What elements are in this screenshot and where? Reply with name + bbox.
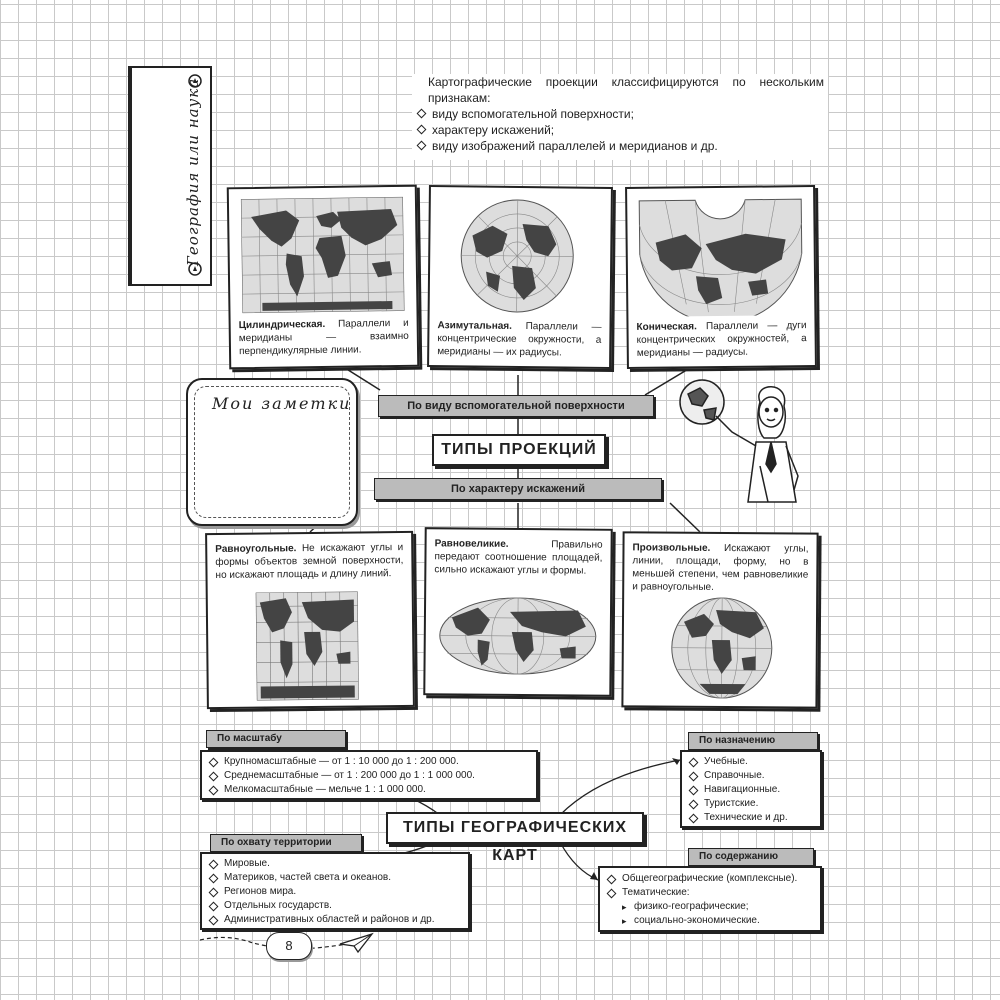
tag-purpose: По назначению bbox=[688, 732, 818, 750]
list-item: ▸ социально-экономические. bbox=[622, 914, 760, 928]
projection-card-conic bbox=[625, 185, 817, 369]
tag-coverage: По охвату территории bbox=[210, 834, 362, 852]
list-item: Административных областей и районов и др. bbox=[208, 913, 435, 927]
content-list bbox=[606, 872, 797, 900]
notes-label: Мои заметки bbox=[212, 394, 352, 413]
list-item: Отдельных государств. bbox=[208, 899, 435, 913]
list-item: Регионов мира. bbox=[208, 885, 435, 899]
distortion-card-conformal bbox=[205, 531, 415, 709]
intro-text: Картографические проекции классифицируются по нескольким признакам: bbox=[428, 75, 824, 105]
list-item: виду изображений параллелей и меридианов и др. bbox=[416, 138, 824, 154]
purpose-list bbox=[688, 755, 788, 825]
mercator-map-image bbox=[256, 591, 359, 700]
list-item: характеру искажений; bbox=[416, 122, 824, 138]
page-number: 8 bbox=[285, 938, 293, 953]
list-item: Материков, частей света и океанов. bbox=[208, 871, 435, 885]
list-item: Туристские. bbox=[688, 797, 788, 811]
purpose-box bbox=[680, 750, 822, 828]
list-item: Технические и др. bbox=[688, 811, 788, 825]
projection-types-title: ТИПЫ ПРОЕКЦИЙ bbox=[432, 434, 606, 466]
scale-box bbox=[200, 750, 538, 800]
projection-card-cylindrical bbox=[227, 185, 420, 370]
paper-plane-icon bbox=[338, 932, 374, 954]
map-types-title: ТИПЫ ГЕОГРАФИЧЕСКИХ КАРТ bbox=[386, 812, 644, 844]
list-item: ▸ физико-географические; bbox=[622, 900, 760, 914]
cylindrical-map-image bbox=[241, 197, 405, 313]
projection-card-text: Азимутальная. Параллели — концентрические окружности, а меридианы — их радиусы. bbox=[437, 320, 602, 359]
projection-card-text: Коническая. Параллели — дуги концентрических окружностей, а меридианы — радиусы. bbox=[636, 320, 807, 359]
list-item: Мелкомасштабные — мельче 1 : 1 000 000. bbox=[208, 783, 475, 797]
page-number-badge bbox=[266, 932, 312, 960]
coverage-list bbox=[208, 857, 435, 927]
distortion-card-text: Равновеликие. Правильно передают соотношение площадей, сильно искажают углы и формы. bbox=[434, 538, 603, 577]
scale-list bbox=[208, 755, 475, 797]
globe-map-image bbox=[669, 596, 774, 701]
notes-box[interactable] bbox=[186, 378, 358, 526]
list-item: Учебные. bbox=[688, 755, 788, 769]
mollweide-map-image bbox=[437, 595, 598, 676]
content-sublist bbox=[606, 900, 760, 928]
distortion-card-arbitrary bbox=[621, 531, 818, 708]
list-item: Тематические: bbox=[606, 886, 797, 900]
coverage-box bbox=[200, 852, 470, 930]
tag-content: По содержанию bbox=[688, 848, 814, 866]
list-item: Мировые. bbox=[208, 857, 435, 871]
projection-card-text: Цилиндрическая. Параллели и меридианы — взаимно перпендикулярные линии. bbox=[238, 317, 409, 358]
azimuthal-map-image bbox=[452, 195, 583, 316]
list-item: Справочные. bbox=[688, 769, 788, 783]
banner-distortion: По характеру искажений bbox=[374, 478, 662, 500]
distortion-card-text: Произвольные. Искажают углы, линии, площади, форму, но в меньшей степени, чем равновеликие и равноугольные. bbox=[632, 542, 809, 593]
content-box bbox=[598, 866, 822, 932]
girl-with-globe-illustration bbox=[672, 372, 812, 508]
list-item: Среднемасштабные — от 1 : 200 000 до 1 : 1 000 000. bbox=[208, 769, 475, 783]
distortion-card-text: Равноугольные. Не искажают углы и формы объектов земной поверхности, но искажают площадь и длину линий. bbox=[215, 542, 404, 581]
list-item: Крупномасштабные — от 1 : 10 000 до 1 : 200 000. bbox=[208, 755, 475, 769]
banner-surface: По виду вспомогательной поверхности bbox=[378, 395, 654, 417]
list-item: Общегеографические (комплексные). bbox=[606, 872, 797, 886]
conic-map-image bbox=[635, 193, 806, 317]
distortion-card-equal-area bbox=[423, 527, 612, 697]
list-item: виду вспомогательной поверхности; bbox=[416, 106, 824, 122]
sidebar-label: География или наука bbox=[184, 77, 202, 266]
projection-card-azimuthal bbox=[427, 185, 613, 369]
tag-scale: По масштабу bbox=[206, 730, 346, 748]
list-item: Навигационные. bbox=[688, 783, 788, 797]
